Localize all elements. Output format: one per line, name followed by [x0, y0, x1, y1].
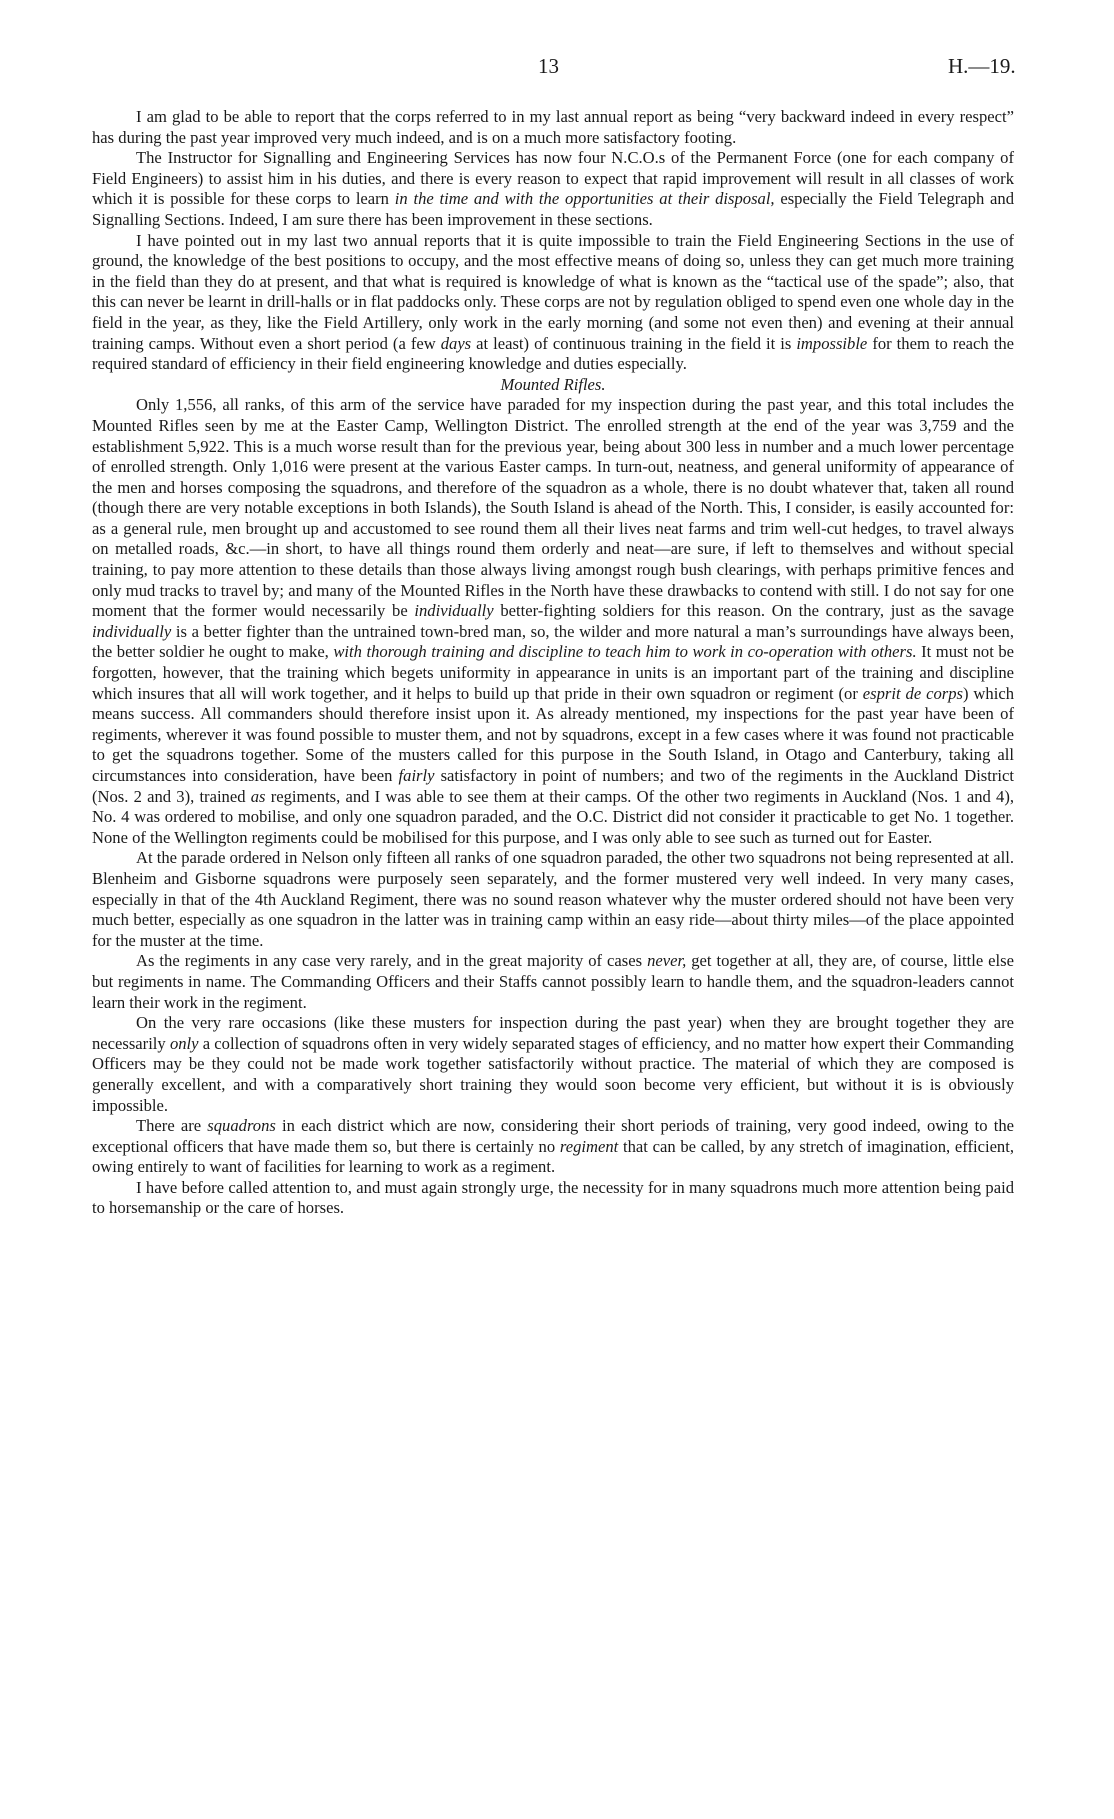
paragraph-text: On the very rare occasions (like these musters for inspection during the past year) when they are brought together they are necessarily: [92, 1013, 1014, 1053]
paragraph: [92, 148, 1014, 230]
paragraph-text: is a better fighter than the untrained town-bred man, so, the wilder and more natural a man’s surroundings have always been, the better soldier he ought to make,: [92, 621, 1014, 662]
paragraph: [92, 1116, 1014, 1178]
page-number: 13: [538, 54, 559, 78]
paragraph: [92, 395, 1014, 848]
paragraph-text: I have pointed out in my last two annual reports that it is quite impossible to train the Field Engineering Sections in the use of ground, the knowledge of the best positions to occupy, and the most effective means of doing so, unless they can get much more training in the field than they do at present, and that what is required is knowledge of what is known as the “tactical use of the spade”; also, that this can never be learnt in drill-halls or in flat paddocks only. These corps are not by regulation obliged to spend even one whole day in the field in the year, as they, like the Field Artillery, only work in the early morning (and some not even then) and evening at their annual training camps. Without even a short period (a few: [92, 230, 1014, 353]
emphasis-text: only: [169, 1033, 199, 1053]
mounted-rifles-section: [92, 395, 1014, 1219]
paragraph-text: There are: [136, 1116, 208, 1136]
page-header: [0, 48, 1114, 88]
paragraph: [92, 951, 1014, 1013]
paragraph-text: It must not be forgotten, however, that the training which begets uniformity in appearance in units is an important part of the training and discipline which insures that all will work together, and it helps to build up that pride in their own squadron or regiment (or: [92, 642, 1014, 703]
paragraph-text: At the parade ordered in Nelson only fifteen all ranks of one squadron paraded, the other two squadrons not being represented at all. Blenheim and Gisborne squadrons were purposely seen separately, and the former mustered very well indeed. In very many cases, especially in that of the 4th Auckland Regiment, there was no sound reason whatever why the muster ordered should not have been very much better, especially as one squadron in the latter was in training camp within an easy ride—about thirty miles—of the place appointed for the muster at the time.: [92, 848, 1014, 950]
paragraph-text: satisfactory in point of numbers; and two of the regiments in the Auckland District (Nos. 2 and 3), trained: [92, 766, 1014, 806]
paragraph-text: I have before called attention to, and must again strongly urge, the necessity for in many squadrons much more attention being paid to horsemanship or the care of horses.: [92, 1177, 1014, 1218]
paragraph-text: a collection of squadrons often in very widely separated stages of efficiency, and no matter how expert their Commanding Officers may be they could not be made work together satisfactorily without practice. The material of which they are composed is generally excellent, and with a comparatively short training they would soon become very efficient, but without it is is obviously impossible.: [92, 1033, 1014, 1115]
paragraph-text: As the regiments in any case very rarely, and in the great majority of cases: [136, 951, 648, 971]
emphasis-text: individually: [414, 601, 494, 621]
paragraph: [92, 848, 1014, 951]
paragraph-text: Only 1,556, all ranks, of this arm of the service have paraded for my inspection during the past year, and this total includes the Mounted Rifles seen by me at the Easter Camp, Wellington District. The enrolled strength at the end of the year was 3,759 and the establishment 5,922. This is a much worse result than for the previous year, being about 300 less in number and a much lower percentage of enrolled strength. Only 1,016 were present at the various Easter camps. In turn-out, neatness, and general uniformity of appearance of the men and horses composing the squadrons, and therefore of the squadron as a whole, there is no doubt whatever that, taken all round (though there are very notable exceptions in both Islands), the South Island is ahead of the North. This, I consider, is easily accounted for: as a general rule, men brought up and accustomed to see round them all their lives neat farms and trim well-cut hedges, to travel always on metalled roads, &c.—in short, to have all things round them orderly and neat—are sure, if left to themselves and without special training, to pay more attention to these details than those always living amongst rough bush clearings, with perhaps primitive fences and only mud tracks to travel by; and many of the Mounted Rifles in the North have these drawbacks to contend with still. I do not say for one moment that the former would necessarily be: [92, 395, 1014, 621]
emphasis-text: esprit de corps: [862, 683, 963, 703]
paragraph: [92, 1013, 1014, 1116]
emphasis-text: days: [440, 333, 472, 353]
paragraph-text: better-fighting soldiers for this reason. On the contrary, just as the savage: [493, 601, 1014, 621]
emphasis-text: fairly: [398, 766, 435, 785]
emphasis-text: never,: [647, 951, 687, 971]
document-body: [92, 107, 1014, 1219]
paragraph-text: regiments, and I was able to see them at their camps. Of the other two regiments in Auckland (Nos. 1 and 4), No. 4 was ordered to mobilise, and only one squadron paraded, and the O.C. District did not consider it practicable to get No. 1 together. None of the Wellington regiments could be mobilised for this purpose, and I was only able to see such as turned out for Easter.: [92, 786, 1015, 847]
paragraph-text: especially the Field Telegraph and Signalling Sections. Indeed, I am sure there has been improvement in these sections.: [92, 189, 1014, 229]
emphasis-text: impossible: [796, 333, 868, 353]
emphasis-text: individually: [92, 621, 172, 641]
paragraph-text: I am glad to be able to report that the corps referred to in my last annual report as being “very backward indeed in every respect” has during the past year improved very much indeed, and is on a much more satisfactory footing.: [92, 107, 1014, 147]
paragraph-text: in each district which are now, considering their short periods of training, very good indeed, owing to the exceptional officers that have made them so, but there is certainly no: [92, 1116, 1014, 1156]
paragraph: [92, 1178, 1014, 1219]
emphasis-text: regiment: [559, 1136, 619, 1156]
paragraph-text: for them to reach the required standard of efficiency in their field engineering knowledge and duties especially.: [92, 333, 1014, 374]
emphasis-text: as: [250, 786, 266, 806]
section-heading: Mounted Rifles.: [500, 374, 606, 394]
document-reference: H.—19.: [948, 54, 1016, 78]
paragraph-text: get together at all, they are, of course, little else but regiments in name. The Commanding Officers and their Staffs cannot possibly learn to handle them, and the squadron-leaders cannot learn their work in the regiment.: [92, 951, 1014, 1012]
paragraph-text: that can be called, by any stretch of imagination, efficient, owing entirely to want of facilities for learning to work as a regiment.: [92, 1136, 1014, 1177]
paragraph-text: at least) of continuous training in the field it is: [471, 333, 797, 353]
paragraph-text: The Instructor for Signalling and Engineering Services has now four N.C.O.s of the Permanent Force (one for each company of Field Engineers) to assist him in his duties, and there is every reason to expect that rapid improvement will result in all classes of work which it is possible for these corps to learn: [92, 148, 1014, 209]
emphasis-text: squadrons: [207, 1116, 276, 1136]
paragraph: [92, 231, 1014, 375]
paragraph-text: ) which means success. All commanders should therefore insist upon it. As already mentioned, my inspections for the past year have been of regiments, wherever it was found possible to muster them, and not by squadrons, except in a few cases where it was found not practicable to get the squadrons together. Some of the musters called for this purpose in the South Island, in Otago and Canterbury, taking all circumstances into consideration, have been: [92, 683, 1014, 785]
emphasis-text: with thorough training and discipline to teach him to work in co-operation with others.: [333, 642, 917, 662]
paragraph: [92, 107, 1014, 148]
emphasis-text: in the time and with the opportunities at their disposal,: [394, 189, 775, 209]
intro-section: [92, 107, 1014, 375]
